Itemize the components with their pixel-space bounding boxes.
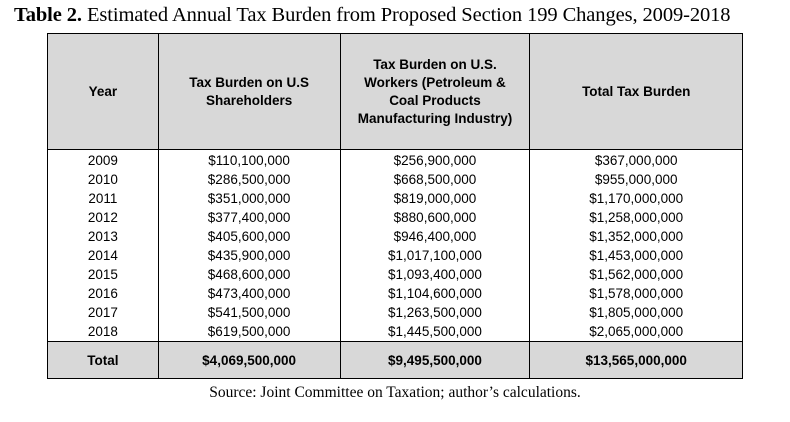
header-year: Year: [48, 34, 159, 150]
workers-cell: $1,017,100,000: [340, 246, 530, 265]
table-row: [48, 322, 743, 342]
shareholders-cell: $377,400,000: [158, 208, 340, 227]
shareholders-cell: $435,900,000: [158, 246, 340, 265]
total-cell: $2,065,000,000: [530, 322, 743, 342]
workers-cell: $1,445,500,000: [340, 322, 530, 342]
total-cell: $367,000,000: [530, 150, 743, 171]
year-cell: 2010: [48, 170, 159, 189]
shareholders-cell: $468,600,000: [158, 265, 340, 284]
shareholders-cell: $473,400,000: [158, 284, 340, 303]
total-cell: $1,352,000,000: [530, 227, 743, 246]
header-workers-label: Tax Burden on U.S. Workers (Petroleum & Coal Products Manufacturing Industry): [357, 56, 513, 126]
table-row: [48, 208, 743, 227]
source-note: Source: Joint Committee on Taxation; author’s calculations.: [209, 384, 581, 401]
year-cell: 2013: [48, 227, 159, 246]
year-cell: 2018: [48, 322, 159, 342]
shareholders-cell: $351,000,000: [158, 189, 340, 208]
total-cell: $1,562,000,000: [530, 265, 743, 284]
workers-cell: $668,500,000: [340, 170, 530, 189]
workers-cell: $819,000,000: [340, 189, 530, 208]
header-shareholders: [158, 34, 340, 150]
total-row: [48, 342, 743, 379]
year-cell: 2015: [48, 265, 159, 284]
total-cell: $1,258,000,000: [530, 208, 743, 227]
total-workers: $9,495,500,000: [340, 342, 530, 379]
workers-cell: $1,263,500,000: [340, 303, 530, 322]
table-row: [48, 227, 743, 246]
workers-cell: $1,093,400,000: [340, 265, 530, 284]
header-total: Total Tax Burden: [530, 34, 743, 150]
workers-cell: $880,600,000: [340, 208, 530, 227]
shareholders-cell: $405,600,000: [158, 227, 340, 246]
table-row: [48, 303, 743, 322]
table-row: [48, 170, 743, 189]
year-cell: 2009: [48, 150, 159, 171]
year-cell: 2016: [48, 284, 159, 303]
shareholders-cell: $110,100,000: [158, 150, 340, 171]
shareholders-cell: $541,500,000: [158, 303, 340, 322]
header-workers: [340, 34, 530, 150]
table-row: [48, 246, 743, 265]
year-cell: 2017: [48, 303, 159, 322]
total-cell: $1,805,000,000: [530, 303, 743, 322]
total-label: Total: [48, 342, 159, 379]
total-cell: $1,170,000,000: [530, 189, 743, 208]
shareholders-cell: $286,500,000: [158, 170, 340, 189]
total-cell: $1,453,000,000: [530, 246, 743, 265]
table-caption: Estimated Annual Tax Burden from Proposed Section 199 Changes, 2009-2018: [86, 4, 731, 26]
table-row: [48, 150, 743, 171]
total-cell: $1,578,000,000: [530, 284, 743, 303]
workers-cell: $256,900,000: [340, 150, 530, 171]
table-title: [14, 4, 730, 27]
total-burden: $13,565,000,000: [530, 342, 743, 379]
table-row: [48, 284, 743, 303]
tax-burden-table: [47, 33, 743, 379]
table-number: Table 2.: [14, 4, 82, 26]
year-cell: 2012: [48, 208, 159, 227]
header-row: [48, 34, 743, 150]
shareholders-cell: $619,500,000: [158, 322, 340, 342]
header-shareholders-label: Tax Burden on U.S Shareholders: [189, 74, 309, 108]
table-row: [48, 265, 743, 284]
table-row: [48, 189, 743, 208]
total-cell: $955,000,000: [530, 170, 743, 189]
year-cell: 2014: [48, 246, 159, 265]
total-shareholders: $4,069,500,000: [158, 342, 340, 379]
year-cell: 2011: [48, 189, 159, 208]
workers-cell: $1,104,600,000: [340, 284, 530, 303]
table-body: [48, 150, 743, 342]
workers-cell: $946,400,000: [340, 227, 530, 246]
